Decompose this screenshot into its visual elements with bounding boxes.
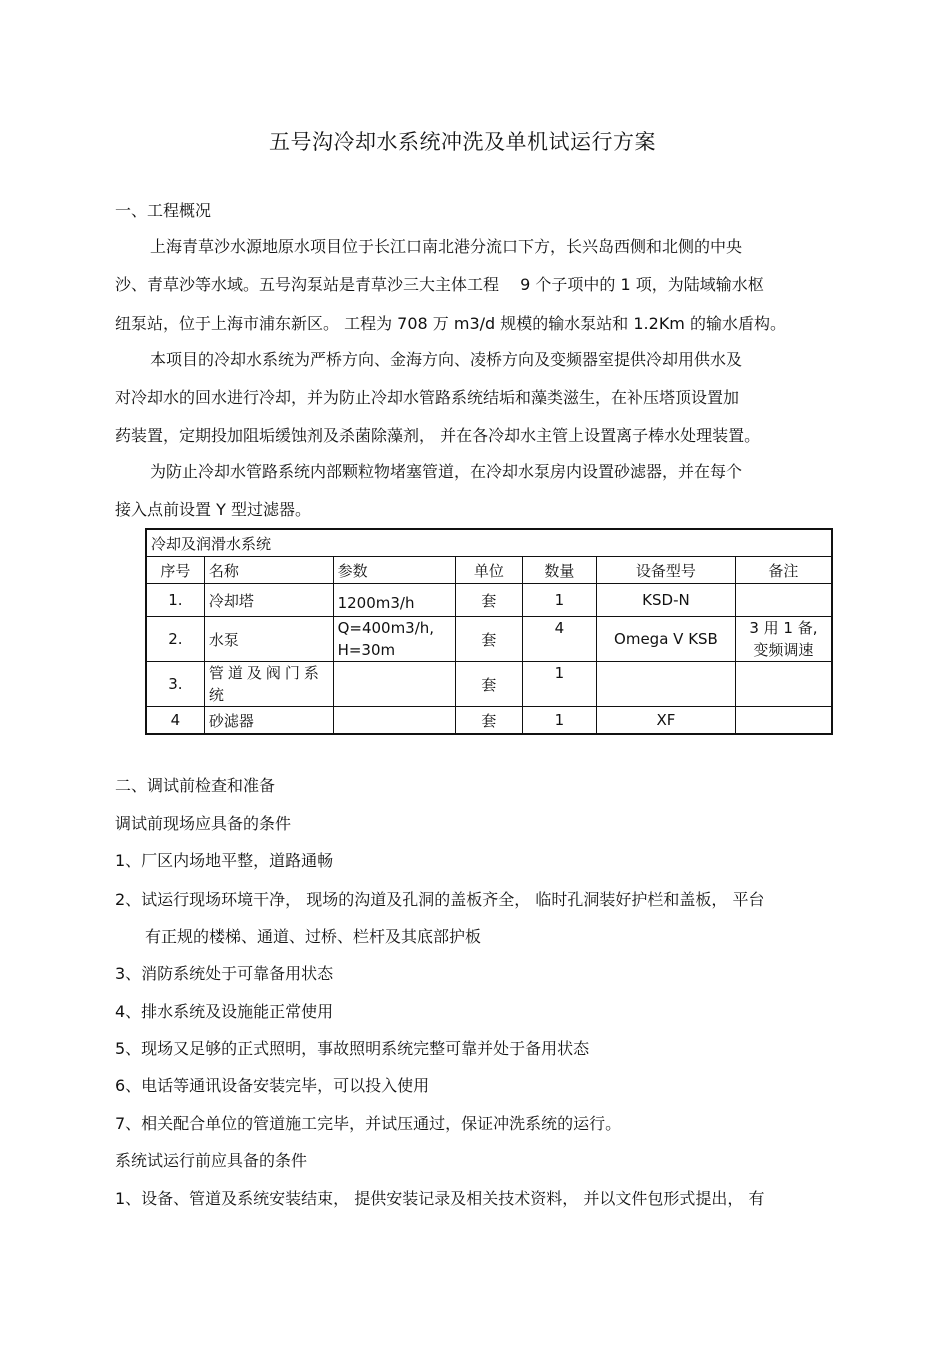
paragraph-line: 纽泵站，位于上海市浦东新区。 工程为 708 万 m3/d 规模的输水泵站和 1.2Km 的输水盾构。 [115,314,786,333]
table-cell: 套 [456,662,522,707]
table-cell [735,584,832,617]
table-cell: 砂滤器 [204,707,333,735]
table-cell: 1 [522,707,596,735]
table-row [146,707,832,735]
table-header: 单位 [456,557,522,584]
subheading: 调试前现场应具备的条件 [115,814,292,833]
table-cell: 4 [522,617,596,662]
table-cell: Omega V KSB [597,617,736,662]
table-header: 备注 [735,557,832,584]
paragraph-line: 接入点前设置 Y 型过滤器。 [115,500,311,519]
table-row [146,662,832,707]
list-item: 4、排水系统及设施能正常使用 [115,1002,334,1021]
document-title: 五号沟冷却水系统冲洗及单机试运行方案 [269,130,656,154]
subheading: 系统试运行前应具备的条件 [115,1151,308,1170]
table-header-row [146,557,832,584]
table-cell: 水泵 [204,617,333,662]
table-cell: 1200m3/h [333,584,456,617]
table-cell [333,707,456,735]
table-cell: Q=400m3/h, H=30m [333,617,456,662]
list-item-continuation: 有正规的楼梯、通道、过桥、栏杆及其底部护板 [145,927,482,946]
table-cell: 2. [146,617,204,662]
table-header: 名称 [204,557,333,584]
list-item: 7、相关配合单位的管道施工完毕，并试压通过，保证冲洗系统的运行。 [115,1114,622,1133]
paragraph-line: 药装置，定期投加阻垢缓蚀剂及杀菌除藻剂， 并在各冷却水主管上设置离子棒水处理装置。 [115,426,761,445]
table-cell [735,662,832,707]
table-header: 设备型号 [597,557,736,584]
table-cell: 4 [146,707,204,735]
table-cell: 套 [456,617,522,662]
table-cell [735,707,832,735]
list-item: 1、设备、管道及系统安装结束， 提供安装记录及相关技术资料， 并以文件包形式提出， 有 [115,1189,765,1208]
table-cell: 1 [522,662,596,707]
paragraph-line: 为防止冷却水管路系统内部颗粒物堵塞管道，在冷却水泵房内设置砂滤器，并在每个 [150,462,743,481]
table-cell: 管道及阀门系统 [204,662,333,707]
section-heading-overview: 一、工程概况 [115,201,212,220]
section-heading-preparation: 二、调试前检查和准备 [115,776,276,795]
table-cell: XF [597,707,736,735]
list-item: 2、试运行现场环境干净， 现场的沟道及孔洞的盖板齐全， 临时孔洞装好护栏和盖板， 平台 [115,890,765,909]
table-header: 数量 [522,557,596,584]
table-cell: 3 用 1 备, 变频调速 [735,617,832,662]
table-cell [597,662,736,707]
table-caption: 冷却及润滑水系统 [146,529,832,557]
paragraph-line: 本项目的冷却水系统为严桥方向、金海方向、凌桥方向及变频器室提供冷却用供水及 [150,350,743,369]
table-row [146,584,832,617]
table-header: 序号 [146,557,204,584]
paragraph-line: 对冷却水的回水进行冷却，并为防止冷却水管路系统结垢和藻类滋生，在补压塔顶设置加 [115,388,740,407]
list-item: 3、消防系统处于可靠备用状态 [115,964,334,983]
table-cell [333,662,456,707]
table-cell: 套 [456,707,522,735]
table-cell: 3. [146,662,204,707]
list-item: 6、电话等通讯设备安装完毕，可以投入使用 [115,1076,430,1095]
table-cell: 套 [456,584,522,617]
list-item: 5、现场又足够的正式照明，事故照明系统完整可靠并处于备用状态 [115,1039,590,1058]
paragraph-line: 上海青草沙水源地原水项目位于长江口南北港分流口下方，长兴岛西侧和北侧的中央 [150,237,743,256]
table-row [146,617,832,662]
table-cell: KSD-N [597,584,736,617]
table-cell: 1 [522,584,596,617]
list-item: 1、厂区内场地平整，道路通畅 [115,851,334,870]
equipment-table [145,528,833,735]
table-cell: 冷却塔 [204,584,333,617]
table-header: 参数 [333,557,456,584]
table-cell: 1. [146,584,204,617]
paragraph-line: 沙、青草沙等水域。五号沟泵站是青草沙三大主体工程 9 个子项中的 1 项，为陆域输水枢 [115,275,764,294]
